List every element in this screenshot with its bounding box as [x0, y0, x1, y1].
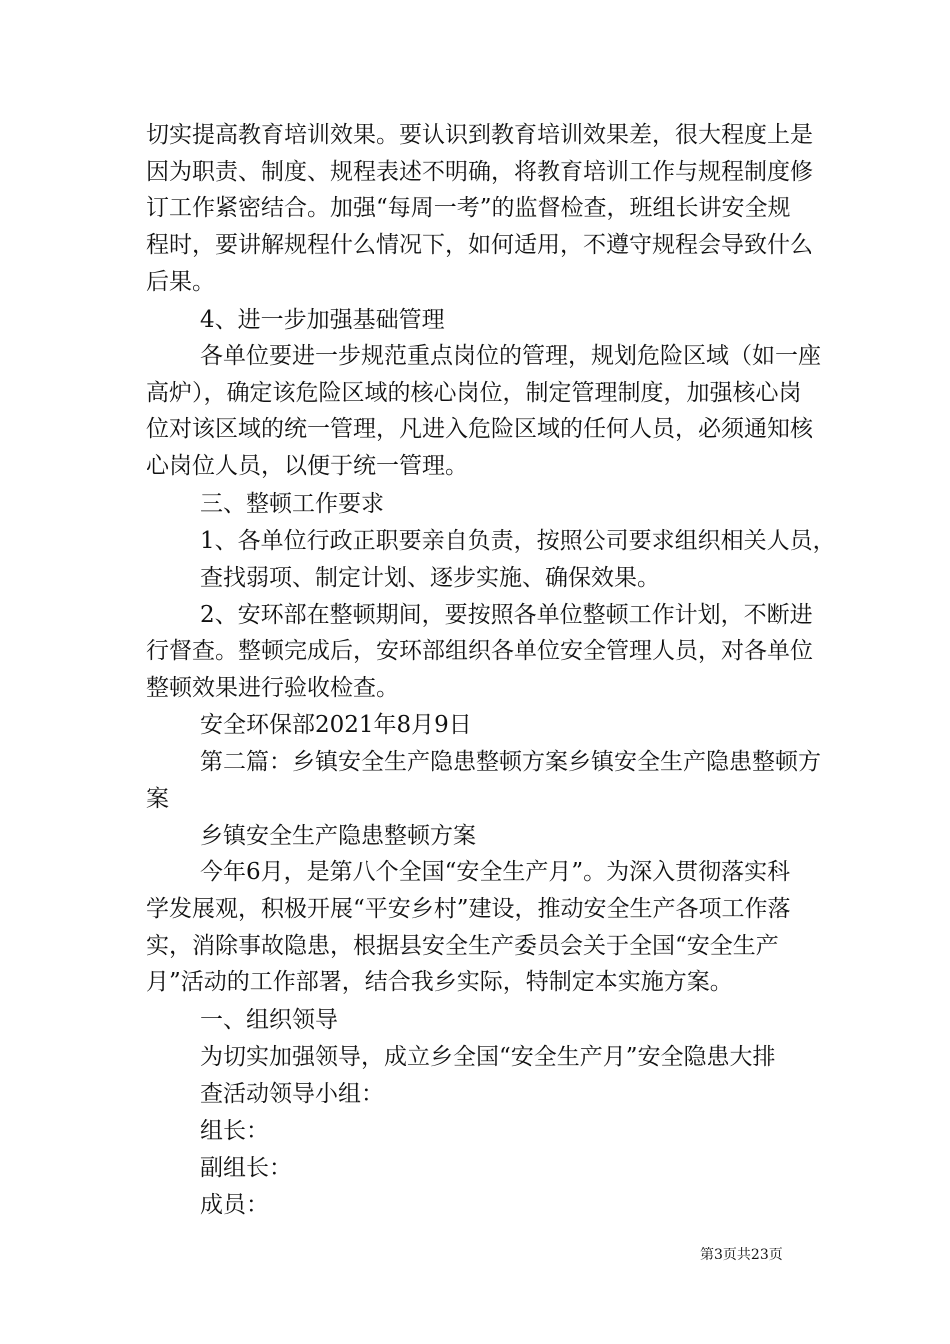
body-text-line: 2、安环部在整顿期间，要按照各单位整顿工作计划，不断进 [200, 602, 813, 628]
signature-date: 安全环保部2021年8月9日 [200, 712, 472, 738]
body-text-line: 整顿效果进行验收检查。 [146, 675, 399, 701]
section-heading: 一、组织领导 [200, 1007, 338, 1033]
body-text-line: 查找弱项、制定计划、逐步实施、确保效果。 [200, 565, 660, 591]
body-text-line: 因为职责、制度、规程表述不明确，将教育培训工作与规程制度修 [146, 159, 813, 185]
section-heading: 4、进一步加强基础管理 [200, 307, 445, 333]
role-label: 成员： [200, 1192, 269, 1218]
page-number: 第3页共23页 [700, 1247, 783, 1263]
body-text-line: 订工作紧密结合。加强“每周一考”的监督检查，班组长讲安全规 [146, 195, 791, 221]
body-text-line: 行督查。整顿完成后，安环部组织各单位安全管理人员，对各单位 [146, 638, 813, 664]
body-text-line: 1、各单位行政正职要亲自负责，按照公司要求组织相关人员， [200, 528, 836, 554]
body-text-line: 今年6月，是第八个全国“安全生产月”。为深入贯彻落实科 [200, 859, 791, 885]
body-text-line: 程时，要讲解规程什么情况下，如何适用，不遵守规程会导致什么 [146, 232, 813, 258]
body-text-line: 后果。 [146, 269, 215, 295]
role-label: 副组长： [200, 1155, 292, 1181]
body-text-line: 为切实加强领导，成立乡全国“安全生产月”安全隐患大排 [200, 1044, 776, 1070]
body-text-line: 切实提高教育培训效果。要认识到教育培训效果差，很大程度上是 [146, 122, 813, 148]
body-text-line: 高炉），确定该危险区域的核心岗位，制定管理制度，加强核心岗 [146, 380, 802, 406]
body-text-line: 查活动领导小组： [200, 1081, 384, 1107]
body-text-line: 学发展观，积极开展“平安乡村”建设，推动安全生产各项工作落 [146, 896, 791, 922]
body-text-line: 各单位要进一步规范重点岗位的管理，规划危险区域（如一座 [200, 343, 821, 369]
body-text-line: 心岗位人员，以便于统一管理。 [146, 453, 468, 479]
body-text-line: 月”活动的工作部署，结合我乡实际，特制定本实施方案。 [146, 969, 733, 995]
chapter-title: 第二篇：乡镇安全生产隐患整顿方案乡镇安全生产隐患整顿方 [200, 749, 821, 775]
section-heading: 三、整顿工作要求 [200, 491, 384, 517]
body-text-line: 实，消除事故隐患，根据县安全生产委员会关于全国“安全生产 [146, 933, 779, 959]
body-text-line: 位对该区域的统一管理，凡进入危险区域的任何人员，必须通知核 [146, 416, 813, 442]
document-title: 乡镇安全生产隐患整顿方案 [200, 823, 476, 849]
role-label: 组长： [200, 1118, 269, 1144]
chapter-title: 案 [146, 786, 169, 812]
